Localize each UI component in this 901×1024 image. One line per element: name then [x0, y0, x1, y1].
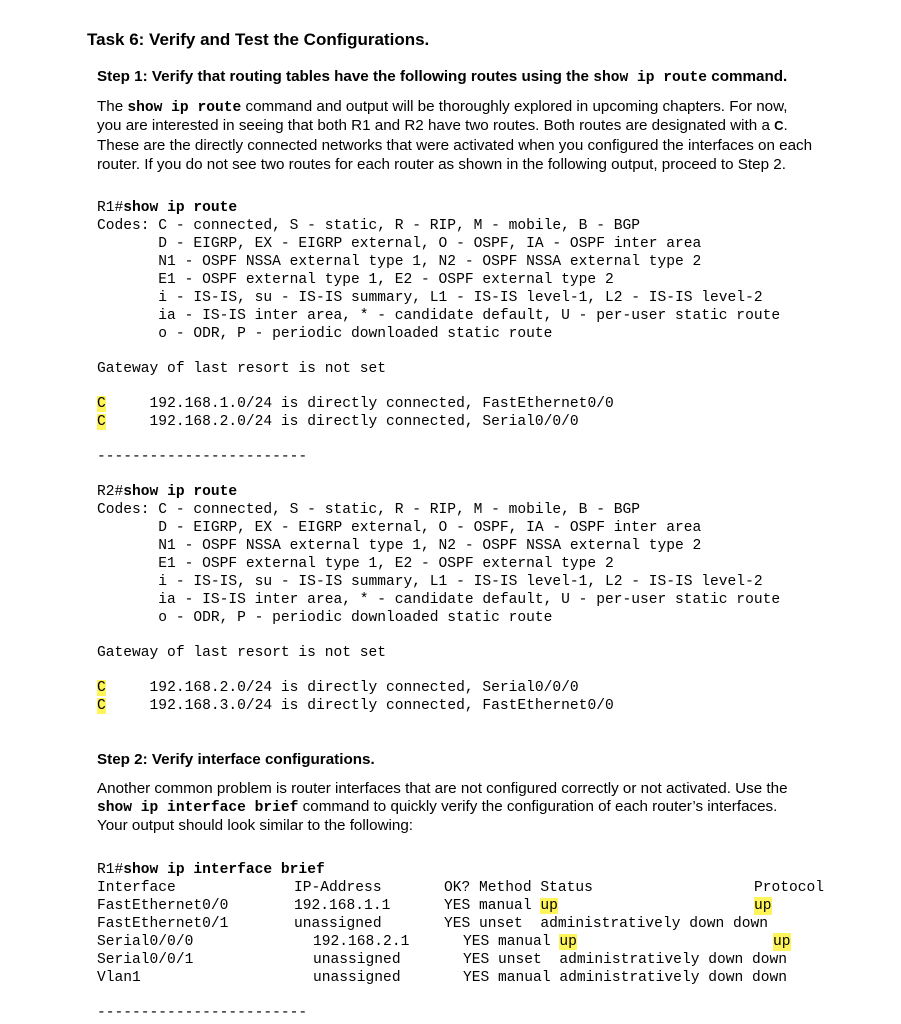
brief-row-ip: unassigned: [313, 970, 401, 986]
r2-codes-line: ia - IS-IS inter area, * - candidate default, U - per-user static route: [97, 592, 781, 608]
prompt: R1#: [97, 862, 124, 878]
command: show ip route: [123, 200, 238, 216]
brief-row-method-status: [444, 897, 558, 915]
brief-row-ip: 192.168.1.1: [294, 898, 391, 914]
r1-route-entry: [97, 395, 614, 413]
step1-para-rest: These are the directly connected networks that were activated when you configured the interfaces on each router. If you do not see two routes for each router as shown in the following output, proceed to Step 2.: [97, 137, 813, 173]
r1-brief-prompt-line: [97, 861, 325, 879]
brief-row-rest: YES manual administratively down down: [463, 970, 788, 986]
route-code: C: [97, 396, 106, 412]
brief-header-ok-method-status: OK? Method Status: [444, 880, 593, 896]
brief-row-interface: Serial0/0/0: [97, 934, 194, 950]
r1-route-entry: [97, 413, 579, 431]
step1-heading-command: show ip route: [593, 70, 708, 86]
brief-row-method-status: [463, 933, 577, 951]
step2-heading: Step 2: Verify interface configurations.: [97, 751, 375, 768]
r1-codes-line: E1 - OSPF external type 1, E2 - OSPF external type 2: [97, 272, 614, 288]
route-text: 192.168.3.0/24 is directly connected, FastEthernet0/0: [105, 698, 614, 714]
prompt: R1#: [97, 200, 124, 216]
brief-row-protocol: up: [773, 934, 791, 950]
brief-header-ip: IP-Address: [294, 880, 382, 896]
route-text: 192.168.2.0/24 is directly connected, Serial0/0/0: [105, 414, 579, 430]
para-text: .: [783, 117, 788, 134]
brief-row-ip: unassigned: [294, 916, 382, 932]
r2-route-entry: [97, 697, 614, 715]
step2-para-line1: Another common problem is router interfaces that are not configured correctly or not activated. Use the: [97, 780, 788, 797]
r2-route-prompt-line: [97, 483, 237, 501]
brief-row-protocol: up: [754, 898, 772, 914]
step2-para-line3: Your output should look similar to the following:: [97, 817, 414, 834]
brief-row-interface: Vlan1: [97, 970, 141, 986]
route-code: C: [97, 698, 106, 714]
r1-codes-line: i - IS-IS, su - IS-IS summary, L1 - IS-IS level-1, L2 - IS-IS level-2: [97, 290, 763, 306]
brief-row-interface: Serial0/0/1: [97, 952, 194, 968]
route-code: C: [97, 414, 106, 430]
brief-method: YES manual: [463, 934, 560, 950]
step1-heading-suffix: command.: [707, 68, 788, 85]
r2-route-entry: [97, 679, 579, 697]
brief-header-protocol: Protocol: [754, 880, 825, 896]
separator: ------------------------: [97, 449, 308, 465]
brief-row-ip: unassigned: [313, 952, 401, 968]
brief-row-rest: YES unset administratively down down: [444, 916, 769, 932]
route-code: C: [97, 680, 106, 696]
para-command: show ip route: [127, 100, 242, 116]
brief-status: up: [540, 898, 558, 914]
step2-para-line2: [97, 798, 777, 816]
task-title: Task 6: Verify and Test the Configurations.: [87, 30, 430, 49]
brief-status: up: [559, 934, 577, 950]
r1-codes-line: D - EIGRP, EX - EIGRP external, O - OSPF, IA - OSPF inter area: [97, 236, 702, 252]
brief-method: YES manual: [444, 898, 541, 914]
step1-heading: [97, 68, 787, 86]
r1-codes-line: ia - IS-IS inter area, * - candidate default, U - per-user static route: [97, 308, 781, 324]
r2-gateway-line: Gateway of last resort is not set: [97, 645, 387, 661]
route-text: 192.168.1.0/24 is directly connected, FastEthernet0/0: [105, 396, 614, 412]
r2-codes-line: E1 - OSPF external type 1, E2 - OSPF external type 2: [97, 556, 614, 572]
command: show ip route: [123, 484, 238, 500]
route-text: 192.168.2.0/24 is directly connected, Serial0/0/0: [105, 680, 579, 696]
r2-codes-line: D - EIGRP, EX - EIGRP external, O - OSPF, IA - OSPF inter area: [97, 520, 702, 536]
r1-gateway-line: Gateway of last resort is not set: [97, 361, 387, 377]
brief-row-interface: FastEthernet0/1: [97, 916, 229, 932]
r1-route-prompt-line: [97, 199, 237, 217]
para-command: show ip interface brief: [97, 800, 299, 816]
r1-codes-line: N1 - OSPF NSSA external type 1, N2 - OSPF NSSA external type 2: [97, 254, 702, 270]
r2-codes-line: N1 - OSPF NSSA external type 1, N2 - OSPF NSSA external type 2: [97, 538, 702, 554]
r1-codes-line: o - ODR, P - periodic downloaded static route: [97, 326, 553, 342]
brief-row-rest: YES unset administratively down down: [463, 952, 788, 968]
r1-codes-line: Codes: C - connected, S - static, R - RIP, M - mobile, B - BGP: [97, 218, 640, 234]
command: show ip interface brief: [123, 862, 325, 878]
r2-codes-line: o - ODR, P - periodic downloaded static route: [97, 610, 553, 626]
para-text: command to quickly verify the configuration of each router’s interfaces.: [298, 798, 778, 815]
brief-row-ip: 192.168.2.1: [313, 934, 410, 950]
para-code: C: [774, 118, 784, 133]
para-text: command and output will be thoroughly explored in upcoming chapters. For now,: [241, 98, 788, 115]
separator: ------------------------: [97, 1005, 308, 1021]
step1-heading-text: Step 1: Verify that routing tables have the following routes using the: [97, 68, 594, 85]
brief-row-interface: FastEthernet0/0: [97, 898, 229, 914]
para-text: you are interested in seeing that both R1 and R2 have two routes. Both routes are designated with a: [97, 117, 775, 134]
prompt: R2#: [97, 484, 124, 500]
step1-para-line1: [97, 98, 787, 116]
step1-para-line2: [97, 117, 788, 134]
r2-codes-line: i - IS-IS, su - IS-IS summary, L1 - IS-IS level-1, L2 - IS-IS level-2: [97, 574, 763, 590]
r2-codes-line: Codes: C - connected, S - static, R - RIP, M - mobile, B - BGP: [97, 502, 640, 518]
brief-header-interface: Interface: [97, 880, 176, 896]
para-text: The: [97, 98, 128, 115]
